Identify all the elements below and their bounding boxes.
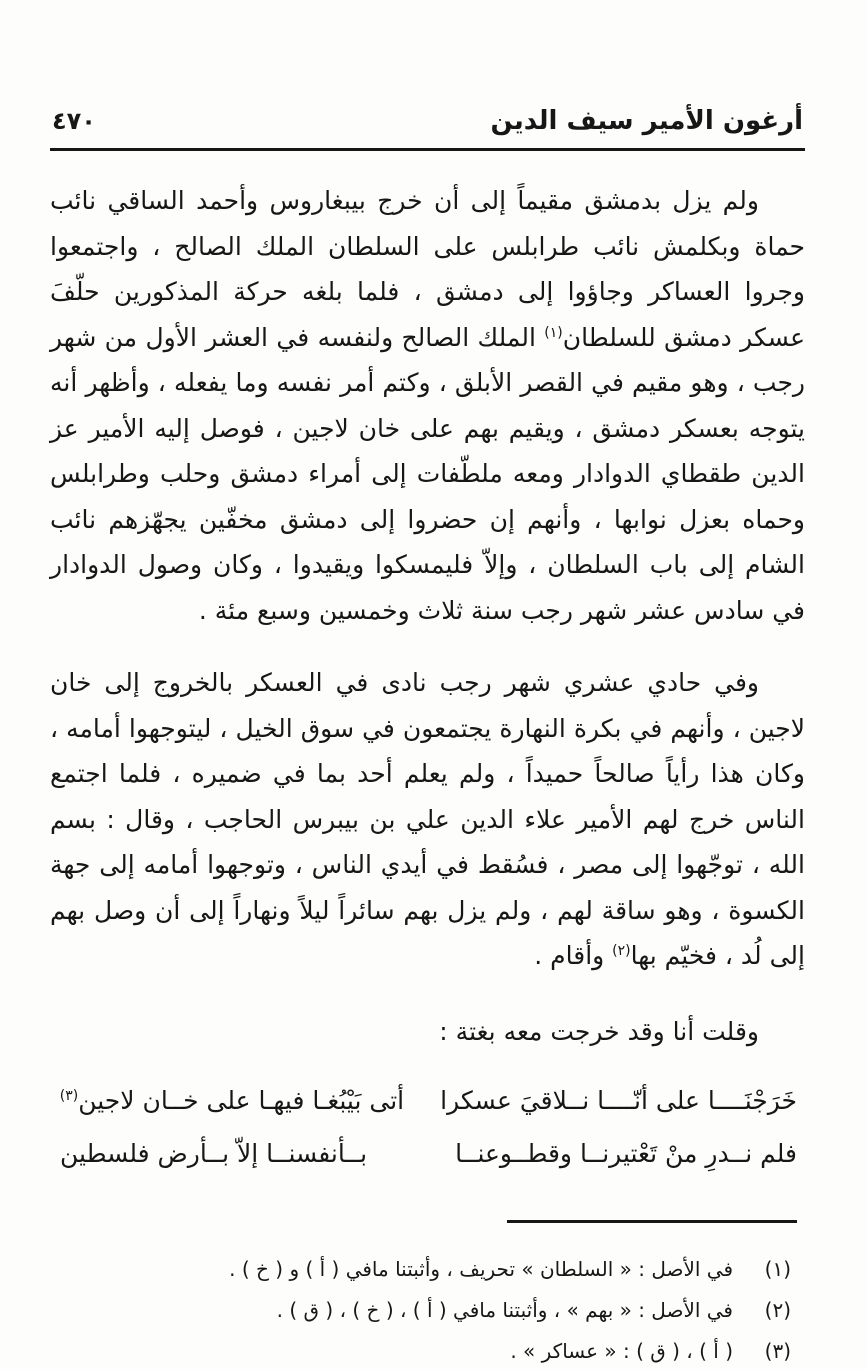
paragraph-1 xyxy=(50,178,805,633)
footnote-3-text: ( أ ) ، ( ق ) : « عساكر » . xyxy=(510,1338,733,1363)
footnote-marker-3: (٣) xyxy=(59,1088,79,1104)
footnote-1-text: في الأصل : « السلطان » تحريف ، وأثبتنا مافي ( أ ) و ( خ ) . xyxy=(229,1256,733,1281)
header-rule xyxy=(50,148,805,151)
footnote-3-number: (٣) xyxy=(764,1338,791,1363)
footnote-1 xyxy=(50,1249,805,1290)
footnotes-section xyxy=(50,1220,805,1369)
footnote-3 xyxy=(50,1331,805,1369)
footnote-marker-2: (٢) xyxy=(612,943,631,959)
page-number: ٤٧٠ xyxy=(52,107,96,135)
verse-2-second-hemistich: بــأنفسنــا إلاّ بــأرض فلسطين xyxy=(60,1139,368,1168)
footnote-separator-rule xyxy=(507,1220,797,1223)
verse-2-first-hemistich: فلم نــدرِ منْ تَعْتيرنــا وقطــوعنــا xyxy=(455,1139,797,1168)
verse-line-1 xyxy=(60,1074,797,1127)
footnote-2-text: في الأصل : « بهم » ، وأثبتنا مافي ( أ ) ، ( خ ) ، ( ق ) . xyxy=(276,1297,733,1322)
page-header xyxy=(50,106,805,136)
footnote-list xyxy=(50,1249,805,1369)
verse-1-second-hemistich-text: أتى بَيْبُغـا فيهـا على خــان لاجين xyxy=(78,1086,405,1115)
verse-1-second-hemistich xyxy=(60,1074,404,1127)
footnote-marker-1: (١) xyxy=(544,324,563,341)
body-text xyxy=(50,178,805,1180)
paragraph-2 xyxy=(50,660,805,979)
footnote-2 xyxy=(50,1290,805,1331)
paragraph-1-text: ولم يزل بدمشق مقيماً إلى أن خرج بيبغاروس وأحمد الساقي نائب حماة وبكلمش نائب طرابلس على السلطان الملك الصالح ، واجتمعوا وجروا العساكر وجاؤوا إلى دمشق ، فلما بلغه حركة المذكورين حلّفَ عسكر دمشق للسلطان xyxy=(50,186,805,352)
footnote-1-number: (١) xyxy=(764,1256,791,1281)
paragraph-2-text: وفي حادي عشري شهر رجب نادى في العسكر بالخروج إلى خان لاجين ، وأنهم في بكرة النهارة يجتمعون في سوق الخيل ، ليتوجهوا أمامه ، وكان هذا رأياً صالحاً حميداً ، ولم يعلم أحد بما في ضميره ، فلما اجتمع الناس خرج لهم الأمير علاء الدين علي بن بيبرس الحاجب ، وقال : بسم الله ، توجّهوا إلى مصر ، فسُقط في أيدي الناس ، وتوجهوا أمامه إلى جهة الكسوة ، وهو ساقة لهم ، ولم يزل بهم سائراً ليلاً ونهاراً إلى أن وصل بهم إلى لُد ، فخيّم بها xyxy=(50,668,805,970)
paragraph-1-text-continued: الملك الصالح ولنفسه في العشر الأول من شهر رجب ، وهو مقيم في القصر الأبلق ، وكتم أمر نفسه وما يفعله ، وأظهر أنه يتوجه بعسكر دمشق ، ويقيم بهم على خان لاجين ، فوصل إليه الأمير عز الدين طقطاي الدوادار ومعه ملطّفات إلى أمراء دمشق وحلب وطرابلس وحماه بعزل نوابها ، وأنهم إن حضروا إلى دمشق مخفّين يجهّزهم نائب الشام إلى باب السلطان ، وإلاّ فليمسكوا ويقيدوا ، وكان وصول الدوادار في سادس عشر شهر رجب سنة ثلاث وخمسين وسبع مئة . xyxy=(50,322,805,625)
paragraph-2-text-continued: وأقام . xyxy=(534,941,613,970)
running-title: أرغون الأمير سيف الدين xyxy=(490,106,803,136)
verse-1-first-hemistich: خَرَجْنَــــا على أنّــــا نــلاقيَ عسكرا xyxy=(440,1086,797,1115)
footnote-2-number: (٢) xyxy=(764,1297,791,1322)
poem xyxy=(50,1074,805,1180)
poem-intro: وقلت أنا وقد خرجت معه بغتة : xyxy=(439,1016,759,1046)
verse-line-2 xyxy=(60,1127,797,1180)
